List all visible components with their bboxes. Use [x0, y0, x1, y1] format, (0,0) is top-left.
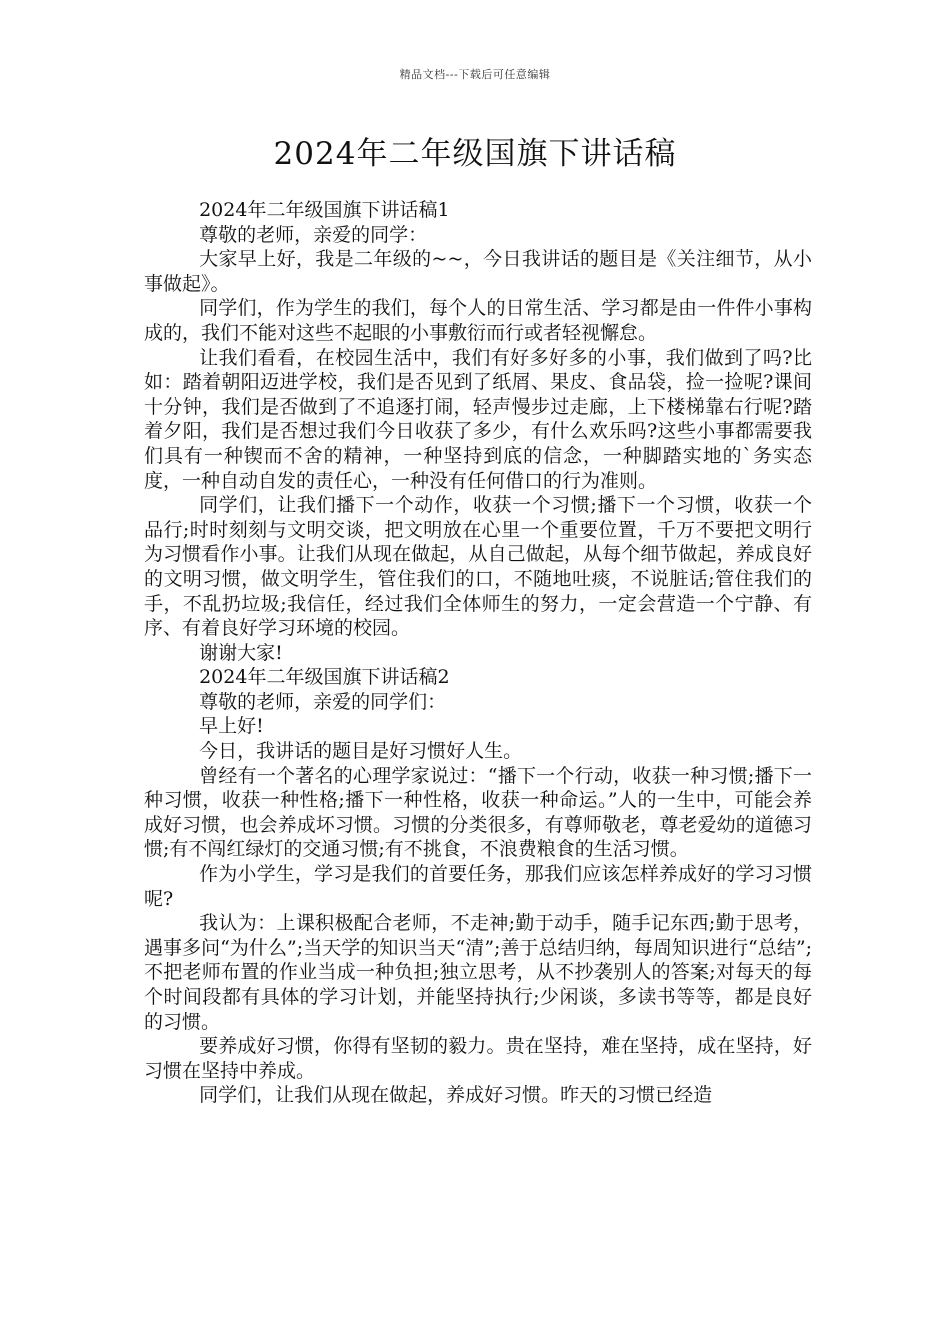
salutation-2: 尊敬的老师，亲爱的同学们：	[199, 690, 447, 713]
paragraph: 同学们，作为学生的我们，每个人的日常生活、学习都是由一件件小事构成的，我们不能对这些不起眼的小事敷衍而行或者轻视懈怠。	[144, 297, 812, 344]
salutation-1: 尊敬的老师，亲爱的同学：	[199, 223, 428, 246]
document-title: 2024年二年级国旗下讲话稿	[273, 136, 677, 172]
paragraph: 大家早上好，我是二年级的~~，今日我讲话的题目是《关注细节，从小事做起》。	[144, 248, 812, 295]
document-body	[144, 198, 812, 1108]
section-heading-1: 2024年二年级国旗下讲话稿1	[199, 199, 450, 221]
header-note: 精品文档---下载后可任意编辑	[399, 68, 551, 81]
paragraph: 同学们，让我们播下一个动作，收获一个习惯;播下一个习惯，收获一个品行;时时刻刻与文明交谈，把文明放在心里一个重要位置，千万不要把文明行为习惯看作小事。让我们从现在做起，从自己做起，从每个细节做起，养成良好的文明习惯，做文明学生，管住我们的口，不随地吐痰，不说脏话;管住我们的手，不乱扔垃圾;我信任，经过我们全体师生的努力，一定会营造一个宁静、有序、有着良好学习环境的校园。	[144, 494, 812, 640]
paragraph: 作为小学生，学习是我们的首要任务，那我们应该怎样养成好的学习习惯呢?	[144, 863, 812, 910]
paragraph: 让我们看看，在校园生活中，我们有好多好多的小事，我们做到了吗?比如：踏着朝阳迈进学校，我们是否见到了纸屑、果皮、食品袋，捡一捡呢?课间十分钟，我们是否做到了不追逐打闹，轻声慢步过走廊，上下楼梯靠右行呢?踏着夕阳，我们是否想过我们今日收获了多少，有什么欢乐吗?这些小事都需要我们具有一种锲而不舍的精神，一种坚持到底的信念，一种脚踏实地的`务实态度，一种自动自发的责任心，一种没有任何借口的行为准则。	[144, 346, 812, 492]
paragraph: 曾经有一个著名的心理学家说过：“播下一个行动，收获一种习惯;播下一种习惯，收获一种性格;播下一种性格，收获一种命运。”人的一生中，可能会养成好习惯，也会养成坏习惯。习惯的分类很多，有尊师敬老，尊老爱幼的道德习惯;有不闯红绿灯的交通习惯;有不挑食，不浪费粮食的生活习惯。	[144, 764, 812, 861]
paragraph: 同学们，让我们从现在做起，养成好习惯。昨天的习惯已经造	[199, 1084, 713, 1107]
closing-1: 谢谢大家!	[199, 641, 283, 664]
greeting: 早上好!	[199, 715, 264, 738]
section-heading-2: 2024年二年级国旗下讲话稿2	[199, 666, 450, 689]
paragraph: 今日，我讲话的题目是好习惯好人生。	[199, 740, 523, 763]
paragraph: 我认为：上课积极配合老师，不走神;勤于动手，随手记东西;勤于思考，遇事多问“为什么”;当天学的知识当天“清”;善于总结归纳，每周知识进行“总结”;不把老师布置的作业当成一种负担;独立思考，从不抄袭别人的答案;对每天的每个时间段都有具体的学习计划，并能坚持执行;少闲谈，多读书等等，都是良好的习惯。	[144, 912, 812, 1033]
paragraph: 要养成好习惯，你得有坚韧的毅力。贵在坚持，难在坚持，成在坚持，好习惯在坚持中养成。	[144, 1035, 812, 1082]
